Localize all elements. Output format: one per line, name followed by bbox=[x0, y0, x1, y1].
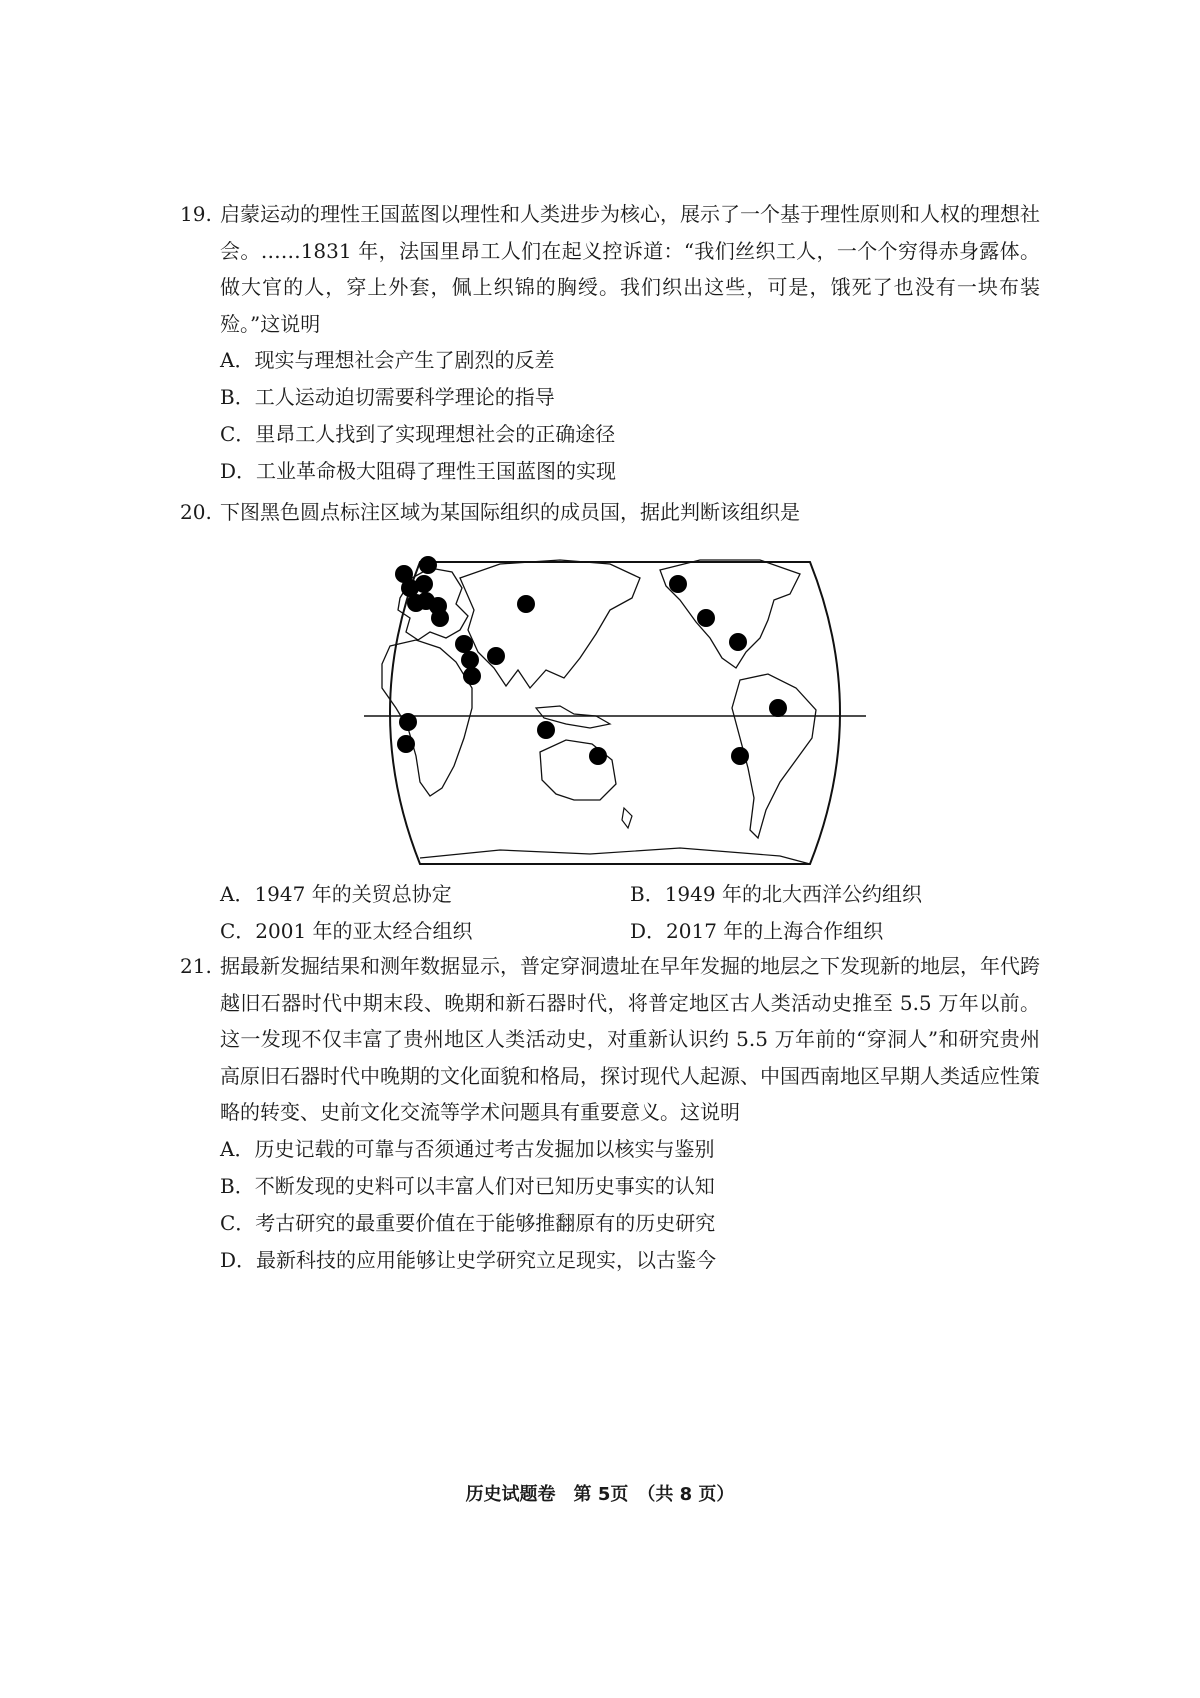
question-stem: 启蒙运动的理性王国蓝图以理性和人类进步为核心，展示了一个基于理性原则和人权的理想社会。……1831 年，法国里昂工人们在起义控诉道：“我们丝织工人，一个个穷得赤身露体。做大官的人，穿上外套，佩上织锦的胸绶。我们织出这些，可是，饿死了也没有一块布装殓。”这说明 bbox=[220, 202, 1040, 336]
question-21 bbox=[180, 948, 1040, 1279]
question-number: 21. bbox=[180, 954, 212, 978]
option-a: A．1947 年的关贸总协定 bbox=[220, 882, 452, 906]
option-d: D．最新科技的应用能够让史学研究立足现实，以古鉴今 bbox=[220, 1247, 717, 1272]
member-marker bbox=[731, 747, 749, 765]
member-marker bbox=[669, 575, 687, 593]
member-marker bbox=[461, 651, 479, 669]
page-footer: 历史试题卷 第 5页 （共 8 页） bbox=[465, 1484, 735, 1505]
member-marker bbox=[455, 635, 473, 653]
option-b: B．1949 年的北大西洋公约组织 bbox=[630, 882, 922, 906]
option-d: D．2017 年的上海合作组织 bbox=[630, 919, 884, 943]
question-number: 19. bbox=[180, 202, 212, 226]
new-zealand-outline bbox=[622, 808, 632, 828]
member-marker bbox=[769, 699, 787, 717]
option-d: D．工业革命极大阻碍了理性王国蓝图的实现 bbox=[220, 459, 617, 483]
option-c: C．里昂工人找到了实现理想社会的正确途径 bbox=[220, 422, 616, 446]
option-c: C．2001 年的亚太经合组织 bbox=[220, 919, 473, 943]
option-a: A．现实与理想社会产生了剧烈的反差 bbox=[220, 348, 555, 372]
member-marker bbox=[487, 647, 505, 665]
antarctica-outline bbox=[420, 848, 810, 864]
australia-outline bbox=[540, 740, 616, 800]
member-marker bbox=[517, 595, 535, 613]
option-b: B．工人运动迫切需要科学理论的指导 bbox=[220, 385, 555, 409]
question-number: 20. bbox=[180, 500, 212, 524]
world-map-figure bbox=[360, 538, 870, 888]
member-marker bbox=[399, 713, 417, 731]
question-19 bbox=[180, 196, 1040, 490]
member-marker bbox=[463, 667, 481, 685]
member-marker bbox=[415, 575, 433, 593]
member-marker bbox=[419, 556, 437, 574]
member-marker bbox=[589, 747, 607, 765]
member-marker bbox=[537, 721, 555, 739]
option-row bbox=[220, 876, 1040, 913]
member-marker bbox=[697, 609, 715, 627]
question-20-options bbox=[180, 876, 1040, 950]
member-marker bbox=[431, 609, 449, 627]
asia-outline bbox=[460, 560, 640, 688]
option-c: C．考古研究的最重要价值在于能够推翻原有的历史研究 bbox=[220, 1210, 716, 1235]
question-20 bbox=[180, 494, 1040, 531]
question-stem: 下图黑色圆点标注区域为某国际组织的成员国，据此判断该组织是 bbox=[220, 500, 800, 524]
member-marker bbox=[729, 633, 747, 651]
option-b: B．不断发现的史料可以丰富人们对已知历史事实的认知 bbox=[220, 1173, 715, 1198]
question-stem: 据最新发掘结果和测年数据显示，普定穿洞遗址在早年发掘的地层之下发现新的地层，年代跨越旧石器时代中期末段、晚期和新石器时代，将普定地区古人类活动史推至 5.5 万年以前。这一发现不仅丰富了贵州地区人类活动史，对重新认识约 5.5 万年前的“穿洞人”和研究贵州高原旧石器时代中晚期的文化面貌和格局，探讨现代人起源、中国西南地区早期人类适应性策略的转变、史前文化交流等学术问题具有重要意义。这说明 bbox=[220, 954, 1040, 1124]
member-marker bbox=[397, 735, 415, 753]
option-a: A．历史记载的可靠与否须通过考古发掘加以核实与鉴别 bbox=[220, 1136, 715, 1161]
option-row bbox=[220, 913, 1040, 950]
